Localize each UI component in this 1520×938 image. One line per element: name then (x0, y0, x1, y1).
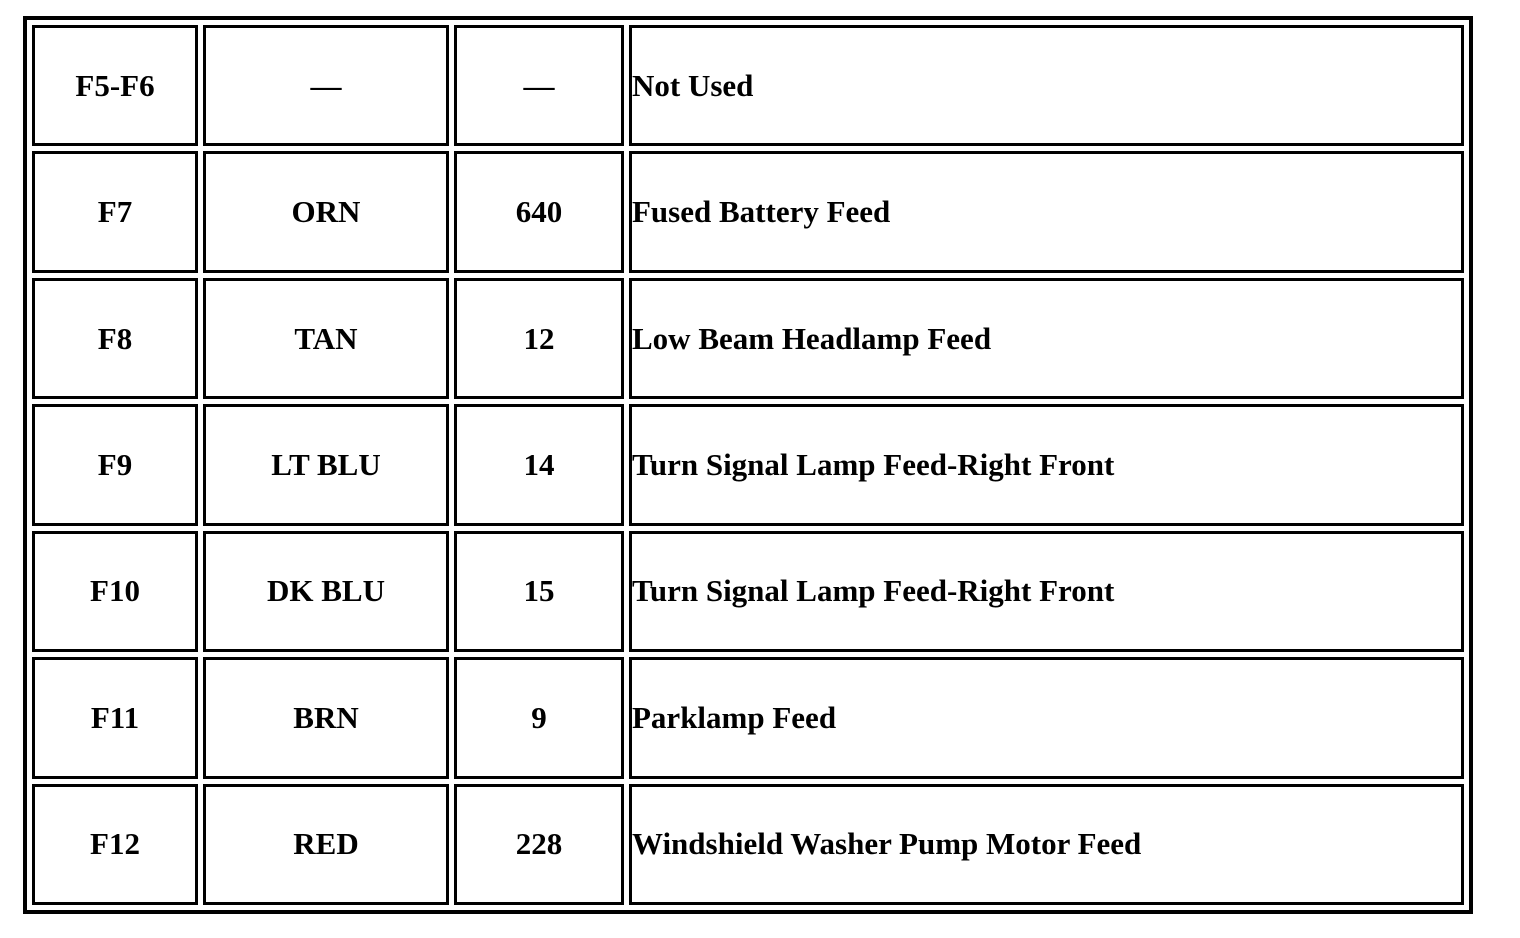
circuit-cell: 12 (454, 278, 624, 399)
table-row (32, 531, 1464, 652)
fuse-cell: F8 (32, 278, 198, 399)
description-cell: Windshield Washer Pump Motor Feed (629, 784, 1464, 905)
fuse-cell: F7 (32, 151, 198, 272)
wire-color-cell: TAN (203, 278, 449, 399)
table-row (32, 151, 1464, 272)
wire-color-cell: RED (203, 784, 449, 905)
circuit-cell: 14 (454, 404, 624, 525)
circuit-cell: — (454, 25, 624, 146)
fuse-table (27, 20, 1469, 910)
wire-color-cell: — (203, 25, 449, 146)
table-row (32, 404, 1464, 525)
fuse-table-frame (23, 16, 1473, 914)
table-row (32, 657, 1464, 778)
fuse-cell: F9 (32, 404, 198, 525)
description-cell: Low Beam Headlamp Feed (629, 278, 1464, 399)
circuit-cell: 228 (454, 784, 624, 905)
circuit-cell: 640 (454, 151, 624, 272)
table-row (32, 25, 1464, 146)
fuse-cell: F12 (32, 784, 198, 905)
description-cell: Fused Battery Feed (629, 151, 1464, 272)
wire-color-cell: LT BLU (203, 404, 449, 525)
fuse-cell: F11 (32, 657, 198, 778)
fuse-cell: F10 (32, 531, 198, 652)
description-cell: Not Used (629, 25, 1464, 146)
circuit-cell: 9 (454, 657, 624, 778)
wire-color-cell: BRN (203, 657, 449, 778)
table-row (32, 278, 1464, 399)
description-cell: Turn Signal Lamp Feed-Right Front (629, 531, 1464, 652)
wire-color-cell: ORN (203, 151, 449, 272)
description-cell: Turn Signal Lamp Feed-Right Front (629, 404, 1464, 525)
table-row (32, 784, 1464, 905)
circuit-cell: 15 (454, 531, 624, 652)
wire-color-cell: DK BLU (203, 531, 449, 652)
description-cell: Parklamp Feed (629, 657, 1464, 778)
fuse-cell: F5-F6 (32, 25, 198, 146)
